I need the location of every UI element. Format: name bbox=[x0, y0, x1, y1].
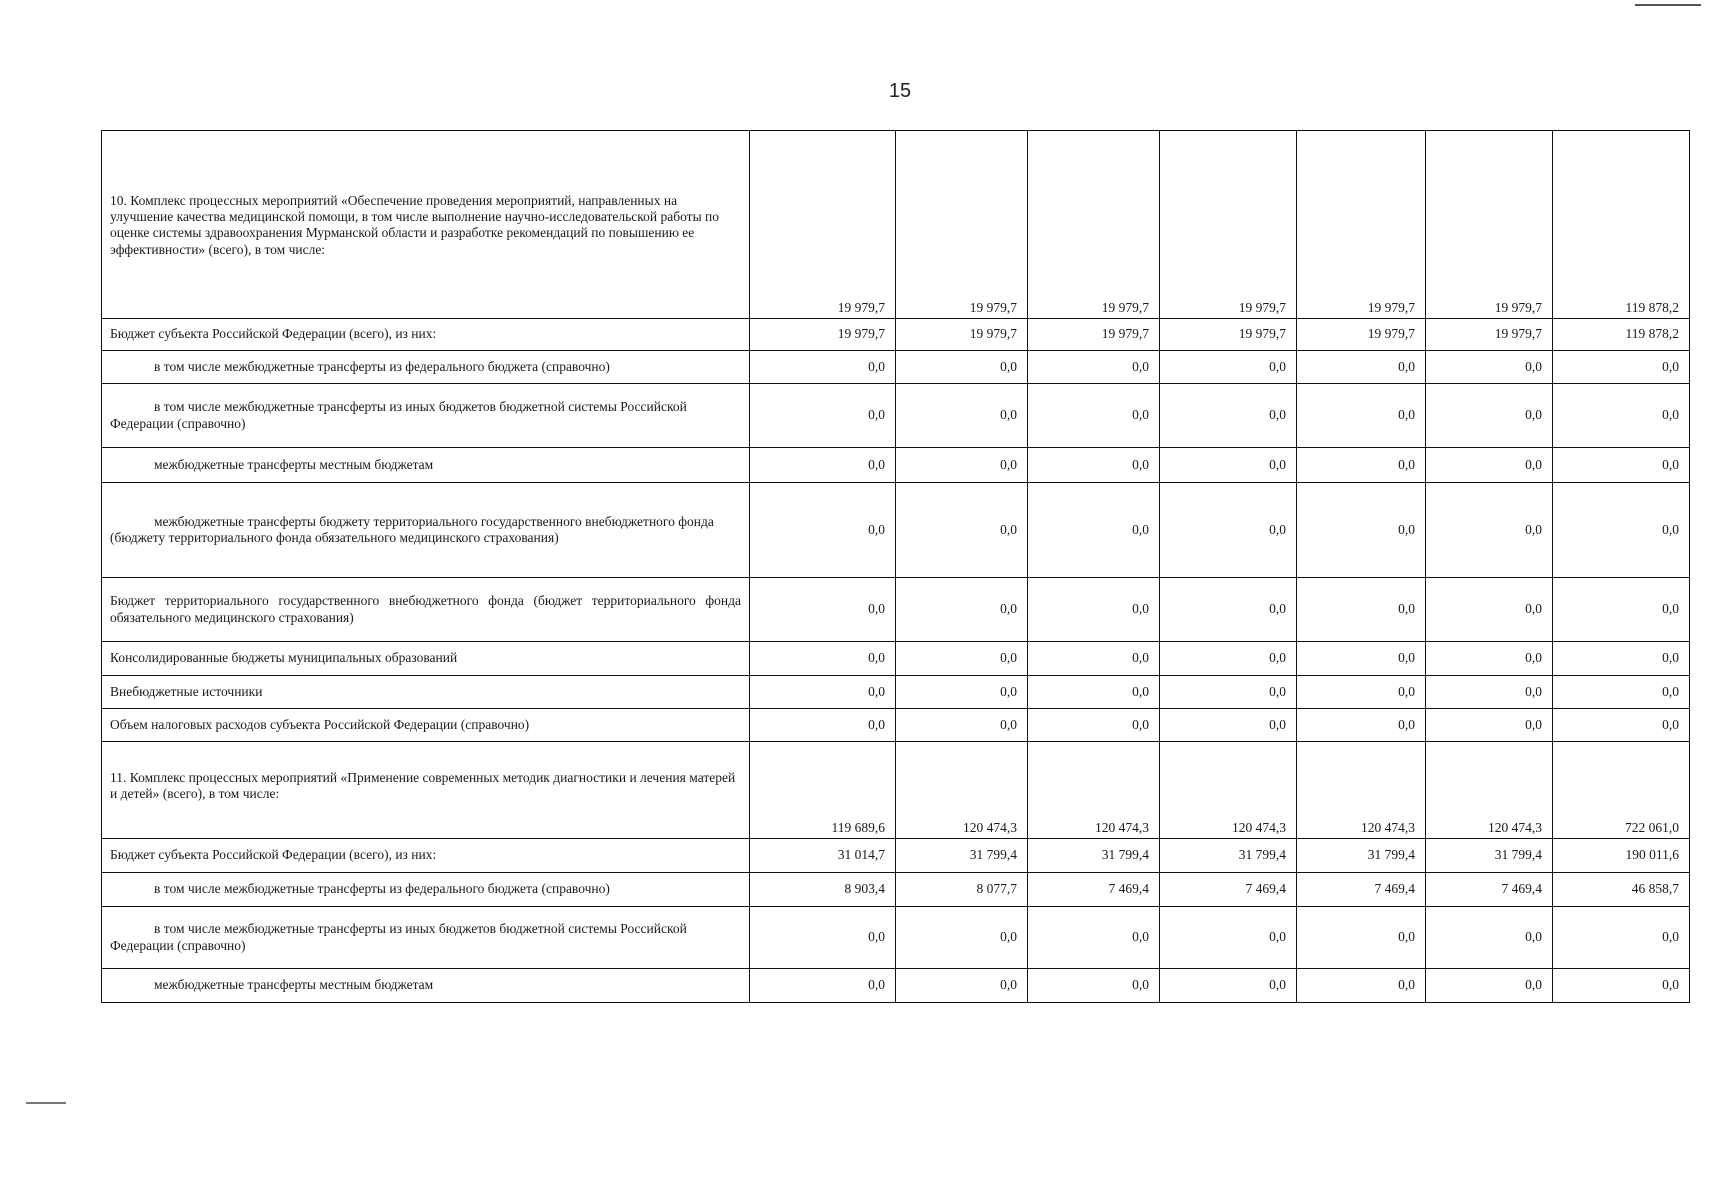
row-value: 7 469,4 bbox=[1426, 873, 1553, 907]
row-value: 0,0 bbox=[1426, 384, 1553, 448]
row-value: 8 903,4 bbox=[750, 873, 896, 907]
row-value-total: 0,0 bbox=[1553, 642, 1690, 676]
row-value: 0,0 bbox=[750, 351, 896, 384]
row-value: 0,0 bbox=[896, 448, 1028, 483]
row-value-total: 190 011,6 bbox=[1553, 839, 1690, 873]
row-value: 0,0 bbox=[896, 483, 1028, 578]
scan-corner-mark bbox=[1635, 4, 1701, 6]
table-row bbox=[102, 351, 1690, 384]
row-value: 19 979,7 bbox=[896, 319, 1028, 351]
section-title: 11. Комплекс процессных мероприятий «Применение современных методик диагностики и лечения матерей и детей» (всего), в том числе: bbox=[102, 742, 750, 839]
row-value: 31 799,4 bbox=[1028, 839, 1160, 873]
row-value: 0,0 bbox=[1426, 709, 1553, 742]
section-value: 19 979,7 bbox=[1426, 131, 1553, 319]
section-value: 19 979,7 bbox=[1160, 131, 1297, 319]
row-value: 0,0 bbox=[1297, 676, 1426, 709]
section-value: 19 979,7 bbox=[1297, 131, 1426, 319]
row-value: 31 799,4 bbox=[1426, 839, 1553, 873]
row-value: 0,0 bbox=[896, 907, 1028, 969]
row-value-total: 0,0 bbox=[1553, 709, 1690, 742]
row-value: 0,0 bbox=[1160, 483, 1297, 578]
row-value: 0,0 bbox=[750, 384, 896, 448]
row-value: 0,0 bbox=[750, 709, 896, 742]
section-value: 120 474,3 bbox=[1297, 742, 1426, 839]
row-value: 7 469,4 bbox=[1028, 873, 1160, 907]
row-value: 0,0 bbox=[1160, 448, 1297, 483]
row-value: 0,0 bbox=[750, 578, 896, 642]
section-value: 120 474,3 bbox=[896, 742, 1028, 839]
scan-margin-mark bbox=[26, 1102, 66, 1104]
row-label: межбюджетные трансферты бюджету территориального государственного внебюджетного фонда (бюджету территориального фонда обязательного медицинского страхования) bbox=[102, 483, 750, 578]
row-value: 0,0 bbox=[1426, 642, 1553, 676]
row-value: 0,0 bbox=[1028, 578, 1160, 642]
section-title: 10. Комплекс процессных мероприятий «Обеспечение проведения мероприятий, направленных на улучшение качества медицинской помощи, в том числе выполнение научно-исследовательской работы по оценке системы здравоохранения Мурманской области и разработке рекомендаций по повышению ее эффективности» (всего), в том числе: bbox=[102, 131, 750, 319]
budget-table bbox=[101, 130, 1690, 1003]
row-label: Внебюджетные источники bbox=[102, 676, 750, 709]
page-number: 15 bbox=[888, 80, 912, 102]
table-row bbox=[102, 969, 1690, 1003]
row-value: 0,0 bbox=[1028, 448, 1160, 483]
row-value: 0,0 bbox=[896, 709, 1028, 742]
row-label: в том числе межбюджетные трансферты из иных бюджетов бюджетной системы Российской Федерации (справочно) bbox=[102, 907, 750, 969]
row-label: в том числе межбюджетные трансферты из федерального бюджета (справочно) bbox=[102, 873, 750, 907]
row-value: 0,0 bbox=[1426, 351, 1553, 384]
row-value: 0,0 bbox=[1297, 969, 1426, 1003]
row-value: 19 979,7 bbox=[1297, 319, 1426, 351]
section-value: 120 474,3 bbox=[1426, 742, 1553, 839]
row-value: 0,0 bbox=[1426, 483, 1553, 578]
row-value: 0,0 bbox=[1160, 676, 1297, 709]
row-value: 0,0 bbox=[1028, 351, 1160, 384]
row-value-total: 0,0 bbox=[1553, 351, 1690, 384]
section-value: 19 979,7 bbox=[750, 131, 896, 319]
row-value: 0,0 bbox=[1297, 642, 1426, 676]
row-value: 0,0 bbox=[750, 448, 896, 483]
section-value: 120 474,3 bbox=[1160, 742, 1297, 839]
row-value: 0,0 bbox=[1426, 448, 1553, 483]
row-value-total: 0,0 bbox=[1553, 907, 1690, 969]
row-value: 0,0 bbox=[1028, 676, 1160, 709]
row-value-total: 0,0 bbox=[1553, 676, 1690, 709]
row-value: 19 979,7 bbox=[750, 319, 896, 351]
row-value: 0,0 bbox=[1297, 483, 1426, 578]
row-label: в том числе межбюджетные трансферты из иных бюджетов бюджетной системы Российской Федерации (справочно) bbox=[102, 384, 750, 448]
row-value: 31 799,4 bbox=[896, 839, 1028, 873]
row-value: 0,0 bbox=[750, 969, 896, 1003]
row-value-total: 0,0 bbox=[1553, 448, 1690, 483]
row-value: 7 469,4 bbox=[1297, 873, 1426, 907]
row-label: Объем налоговых расходов субъекта Российской Федерации (справочно) bbox=[102, 709, 750, 742]
row-label: межбюджетные трансферты местным бюджетам bbox=[102, 448, 750, 483]
row-value: 0,0 bbox=[1297, 709, 1426, 742]
row-value: 0,0 bbox=[1426, 676, 1553, 709]
row-value: 0,0 bbox=[896, 384, 1028, 448]
row-label: в том числе межбюджетные трансферты из федерального бюджета (справочно) bbox=[102, 351, 750, 384]
section-value: 120 474,3 bbox=[1028, 742, 1160, 839]
row-value: 0,0 bbox=[1160, 969, 1297, 1003]
row-label: межбюджетные трансферты местным бюджетам bbox=[102, 969, 750, 1003]
row-label: Бюджет субъекта Российской Федерации (всего), из них: bbox=[102, 319, 750, 351]
table-row bbox=[102, 319, 1690, 351]
row-value: 31 799,4 bbox=[1297, 839, 1426, 873]
row-value: 19 979,7 bbox=[1160, 319, 1297, 351]
table-row bbox=[102, 676, 1690, 709]
row-value: 0,0 bbox=[1160, 907, 1297, 969]
row-value-total: 0,0 bbox=[1553, 384, 1690, 448]
table-row bbox=[102, 384, 1690, 448]
row-value: 8 077,7 bbox=[896, 873, 1028, 907]
row-value: 0,0 bbox=[896, 676, 1028, 709]
row-value: 0,0 bbox=[1297, 907, 1426, 969]
row-value: 0,0 bbox=[1426, 578, 1553, 642]
row-value: 0,0 bbox=[1426, 969, 1553, 1003]
row-value: 19 979,7 bbox=[1028, 319, 1160, 351]
section-value: 19 979,7 bbox=[896, 131, 1028, 319]
row-label: Консолидированные бюджеты муниципальных образований bbox=[102, 642, 750, 676]
row-value: 0,0 bbox=[1028, 384, 1160, 448]
row-value: 0,0 bbox=[1160, 384, 1297, 448]
table-row bbox=[102, 873, 1690, 907]
table-row bbox=[102, 907, 1690, 969]
row-value-total: 0,0 bbox=[1553, 578, 1690, 642]
row-value-total: 46 858,7 bbox=[1553, 873, 1690, 907]
row-value: 0,0 bbox=[750, 642, 896, 676]
row-value: 0,0 bbox=[1160, 709, 1297, 742]
section-value-total: 722 061,0 bbox=[1553, 742, 1690, 839]
row-value-total: 119 878,2 bbox=[1553, 319, 1690, 351]
row-value: 0,0 bbox=[896, 969, 1028, 1003]
row-value: 0,0 bbox=[750, 483, 896, 578]
section-value: 119 689,6 bbox=[750, 742, 896, 839]
row-value: 0,0 bbox=[1297, 578, 1426, 642]
row-value: 0,0 bbox=[1297, 384, 1426, 448]
row-value-total: 0,0 bbox=[1553, 483, 1690, 578]
row-value: 0,0 bbox=[1028, 483, 1160, 578]
section-row bbox=[102, 742, 1690, 839]
row-label: Бюджет субъекта Российской Федерации (всего), из них: bbox=[102, 839, 750, 873]
row-value: 0,0 bbox=[896, 578, 1028, 642]
row-value: 31 014,7 bbox=[750, 839, 896, 873]
row-value: 0,0 bbox=[896, 351, 1028, 384]
row-value: 0,0 bbox=[1297, 351, 1426, 384]
table-row bbox=[102, 448, 1690, 483]
row-label: Бюджет территориального государственного внебюджетного фонда (бюджет территориального фонда обязательного медицинского страхования) bbox=[102, 578, 750, 642]
row-value: 0,0 bbox=[1028, 709, 1160, 742]
row-value: 0,0 bbox=[1160, 642, 1297, 676]
row-value: 0,0 bbox=[750, 907, 896, 969]
table-row bbox=[102, 483, 1690, 578]
row-value: 0,0 bbox=[1028, 642, 1160, 676]
row-value: 0,0 bbox=[1028, 969, 1160, 1003]
row-value: 0,0 bbox=[1160, 351, 1297, 384]
table-row bbox=[102, 709, 1690, 742]
row-value: 0,0 bbox=[1028, 907, 1160, 969]
row-value: 0,0 bbox=[1426, 907, 1553, 969]
row-value: 31 799,4 bbox=[1160, 839, 1297, 873]
table-row bbox=[102, 839, 1690, 873]
section-value-total: 119 878,2 bbox=[1553, 131, 1690, 319]
section-value: 19 979,7 bbox=[1028, 131, 1160, 319]
row-value-total: 0,0 bbox=[1553, 969, 1690, 1003]
row-value: 0,0 bbox=[1160, 578, 1297, 642]
section-row bbox=[102, 131, 1690, 319]
row-value: 7 469,4 bbox=[1160, 873, 1297, 907]
row-value: 19 979,7 bbox=[1426, 319, 1553, 351]
row-value: 0,0 bbox=[1297, 448, 1426, 483]
row-value: 0,0 bbox=[750, 676, 896, 709]
row-value: 0,0 bbox=[896, 642, 1028, 676]
table-row bbox=[102, 642, 1690, 676]
table-row bbox=[102, 578, 1690, 642]
